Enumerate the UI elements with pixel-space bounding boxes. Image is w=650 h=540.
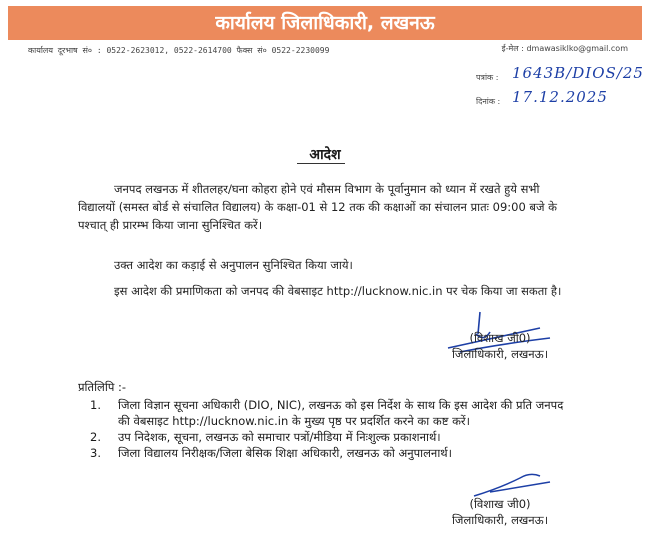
list-item-text: जिला विद्यालय निरीक्षक/जिला बेसिक शिक्षा अधिकारी, लखनऊ को अनुपालनार्थ। <box>118 446 453 460</box>
signatory-name: (विशाख जी0) <box>469 331 531 345</box>
title-underline <box>297 163 345 164</box>
order-paragraph-1: जनपद लखनऊ में शीतलहर/घना कोहरा होने एवं मौसम विभाग के पूर्वानुमान को ध्यान में रखते हुये सभी विद्यालयों (समस्त बोर्ड से संचालित विद्यालय) के कक्षा-01 से 12 तक की कक्षाओं का संचालन प्रातः 09:00 बजे के पश्चात् ही प्रारम्भ किया जाना सुनिश्चित करें। <box>78 182 558 232</box>
order-title: आदेश <box>309 147 341 163</box>
signature-block-1 <box>420 330 580 362</box>
copy-to-list <box>78 397 578 461</box>
list-item-number: 3. <box>90 446 101 460</box>
date-value: 17.12.2025 <box>512 88 608 106</box>
signature-block-2 <box>420 496 580 528</box>
reference-label: पत्रांक : <box>476 73 499 82</box>
office-banner: कार्यालय जिलाधिकारी, लखनऊ <box>8 6 642 40</box>
date-label: दिनांक : <box>476 97 501 106</box>
reference-number: 1643B/DIOS/25 <box>512 64 644 82</box>
signatory-designation: जिलाधिकारी, लखनऊ। <box>451 513 549 527</box>
signatory-designation: जिलाधिकारी, लखनऊ। <box>451 347 549 361</box>
office-email: ई-मेल : dmawasiklko@gmail.com <box>501 44 628 53</box>
list-item <box>78 429 578 445</box>
list-item <box>78 397 578 429</box>
copy-to-label: प्रतिलिपि :- <box>78 380 127 394</box>
office-contact-numbers: कार्यालय दूरभाष सं० : 0522-2623012, 0522-2614700 फैक्स सं० 0522-2230099 <box>28 46 330 55</box>
list-item-number: 2. <box>90 430 101 444</box>
order-paragraph-3: इस आदेश की प्रमाणिकता को जनपद की वेबसाइट http://lucknow.nic.in पर चेक किया जा सकता है। <box>114 284 562 298</box>
list-item-number: 1. <box>90 398 101 412</box>
list-item-text: उप निदेशक, सूचना, लखनऊ को समाचार पत्रों/मीडिया में निःशुल्क प्रकाशनार्थ। <box>118 430 441 444</box>
order-paragraph-2: उक्त आदेश का कड़ाई से अनुपालन सुनिश्चित किया जाये। <box>114 258 353 272</box>
list-item-text: जिला विज्ञान सूचना अधिकारी (DIO, NIC), लखनऊ को इस निर्देश के साथ कि इस आदेश की प्रति जनपद की वेबसाइट http://lucknow.nic.in के मुख्य पृष्ठ पर प्रदर्शित करने का कष्ट करें। <box>118 398 564 428</box>
list-item <box>78 445 578 461</box>
signatory-name: (विशाख जी0) <box>469 497 531 511</box>
